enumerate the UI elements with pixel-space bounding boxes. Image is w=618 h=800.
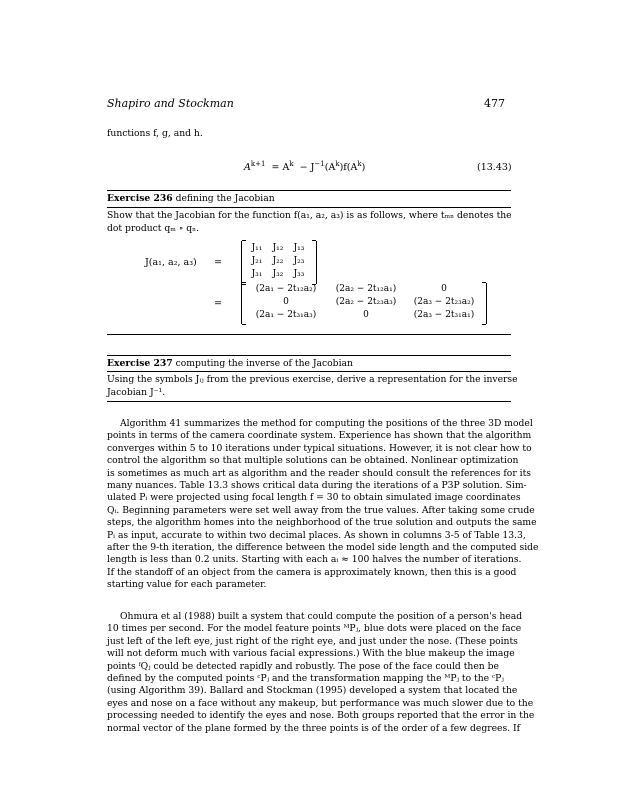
paragraph-line: will not deform much with various facial expressions.) With the blue makeup the image <box>107 648 515 660</box>
matrix-cell: J₃₁ <box>251 269 263 279</box>
paragraph-line: ulated Pᵢ were projected using focal length f = 30 to obtain simulated image coordinates <box>107 492 521 504</box>
paragraph-line: (using Algorithm 39). Ballard and Stockman (1995) developed a system that located the <box>107 685 518 697</box>
paragraph-line: Qᵢ. Beginning parameters were set well away from the true values. After taking some crude <box>107 504 535 516</box>
matrix-cell: J₂₁ <box>251 256 263 266</box>
eq-tail-sup: k <box>335 160 340 168</box>
paragraph-line: Algorithm 41 summarizes the method for computing the positions of the three 3D model <box>120 418 533 429</box>
paragraph-line: just left of the left eye, just right of the right eye, and just under the nose. (These points <box>107 635 518 647</box>
page-number: 477 <box>484 97 505 110</box>
paragraph-line: points in terms of the camera coordinate system. Experience has shown that the algorithm <box>107 430 532 442</box>
paragraph-line: eyes and nose on a face without any makeup, but performance was much slower due to the <box>107 697 534 709</box>
exercise-237-title: computing the inverse of the Jacobian <box>175 358 353 369</box>
eq-lhs: A <box>244 162 251 174</box>
exercise-236-mid-rule <box>107 207 511 208</box>
paragraph-line: If the standoff of an object from the camera is approximately known, then this is a good <box>107 566 517 578</box>
eq-tail2: )f(A <box>339 162 358 174</box>
exercise-236-label: Exercise 236 <box>107 193 173 204</box>
intro-text: functions f, g, and h. <box>107 128 203 139</box>
matrix-cell: (2a₃ − 2t₃₁a₁) <box>413 310 475 320</box>
body-paragraph-2 <box>107 611 535 735</box>
exercise-237-bottom-rule <box>107 401 511 402</box>
matrix-cell: J₃₃ <box>293 269 305 279</box>
equals-sign-1: = <box>214 257 222 268</box>
eq-rhs-sup: k <box>289 160 294 168</box>
jacobian-lhs: J(a₁, a₂, a₃) <box>145 257 197 268</box>
matrix-cell: (2a₁ − 2t₃₁a₃) <box>255 310 317 320</box>
jacobian-symbol-matrix <box>241 241 317 284</box>
eq-tail: (A <box>324 162 336 174</box>
eq-rest: − J <box>299 162 315 174</box>
paragraph-line: length is less than 0.2 units. Starting with each aᵢ ≈ 100 halves the number of iterations. <box>107 554 522 566</box>
matrix-cell: J₁₂ <box>272 243 284 253</box>
matrix-cell: J₂₃ <box>293 256 305 266</box>
paragraph-line: converges within 5 to 10 iterations under typical situations. However, it is not clear how to <box>107 442 532 454</box>
exercise-237-mid-rule <box>107 371 511 372</box>
matrix-cell: J₂₂ <box>272 256 284 266</box>
eq-rhs: = A <box>271 162 290 174</box>
exercise-236-bottom-rule <box>107 334 511 335</box>
equals-sign-2: = <box>214 298 222 309</box>
paragraph-line: steps, the algorithm homes into the neighborhood of the true solution and outputs the same <box>107 517 537 529</box>
equation-13-43 <box>244 160 365 173</box>
paragraph-line: Pᵢ as input, accurate to within two decimal places. As shown in columns 3-5 of Table 13.3, <box>107 529 526 541</box>
eq-lhs-sup: k+1 <box>250 160 266 168</box>
matrix-cell: 0 <box>363 310 369 320</box>
paragraph-line: defined by the computed points ᶜPⱼ and the transformation mapping the ᴹPⱼ to the ᶜPⱼ <box>107 673 504 685</box>
exercise-237-text-1: Using the symbols Jᵢⱼ from the previous exercise, derive a representation for the inverse <box>107 374 518 385</box>
exercise-236-top-rule <box>107 190 511 191</box>
paragraph-line: Ohmura et al (1988) built a system that could compute the position of a person's head <box>120 611 523 622</box>
matrix-cell: (2a₂ − 2t₁₂a₁) <box>335 284 397 294</box>
paragraph-line: points ᶠQⱼ could be detected rapidly and robustly. The pose of the face could then be <box>107 660 499 672</box>
exercise-237-label: Exercise 237 <box>107 358 173 369</box>
paragraph-line: after the 9-th iteration, the difference between the model side length and the computed side <box>107 542 539 554</box>
exercise-237-top-rule <box>107 355 511 356</box>
exercise-236-heading <box>107 193 275 205</box>
exercise-236-text-2: dot product qₘ ∘ qₙ. <box>107 223 200 234</box>
jacobian-expanded-matrix <box>241 283 487 324</box>
exercise-237-text-2: Jacobian J⁻¹. <box>107 387 166 398</box>
matrix-cell: (2a₃ − 2t₂₃a₂) <box>413 297 475 307</box>
paragraph-line: starting value for each parameter. <box>107 579 267 591</box>
matrix-cell: J₃₂ <box>272 269 284 279</box>
paragraph-line: many nuances. Table 13.3 shows critical data during the iterations of a P3P solution. Sim- <box>107 480 527 492</box>
matrix-cell: J₁₃ <box>293 243 305 253</box>
equation-number: (13.43) <box>477 162 512 173</box>
exercise-236-title: defining the Jacobian <box>175 193 275 204</box>
matrix-cell: 0 <box>441 284 447 294</box>
paragraph-line: processing needed to identify the eyes and nose. Both groups reported that the error in the <box>107 710 535 722</box>
paragraph-line: is sometimes as much art as algorithm and the reader should consult the references for its <box>107 467 531 479</box>
eq-tail2-sup: k <box>357 160 362 168</box>
eq-rest-sup: −1 <box>314 160 325 168</box>
paragraph-line: normal vector of the plane formed by the three points is of the order of a few degrees. If <box>107 722 521 734</box>
paragraph-line: 10 times per second. For the model feature points ᴹPⱼ, blue dots were placed on the face <box>107 623 522 635</box>
matrix-cell: (2a₁ − 2t₁₂a₂) <box>255 284 317 294</box>
exercise-236-text-1: Show that the Jacobian for the function f(a₁, a₂, a₃) is as follows, where tₘₙ denotes the <box>107 210 512 221</box>
matrix-cell: 0 <box>283 297 289 307</box>
paragraph-line: control the algorithm so that multiple solutions can be obtained. Nonlinear optimization <box>107 455 519 467</box>
running-header-authors: Shapiro and Stockman <box>107 97 234 110</box>
body-paragraph-1 <box>107 418 539 592</box>
matrix-cell: (2a₂ − 2t₂₃a₃) <box>335 297 397 307</box>
exercise-237-heading <box>107 358 353 370</box>
eq-tail3: ) <box>361 162 366 174</box>
matrix-cell: J₁₁ <box>251 243 263 253</box>
